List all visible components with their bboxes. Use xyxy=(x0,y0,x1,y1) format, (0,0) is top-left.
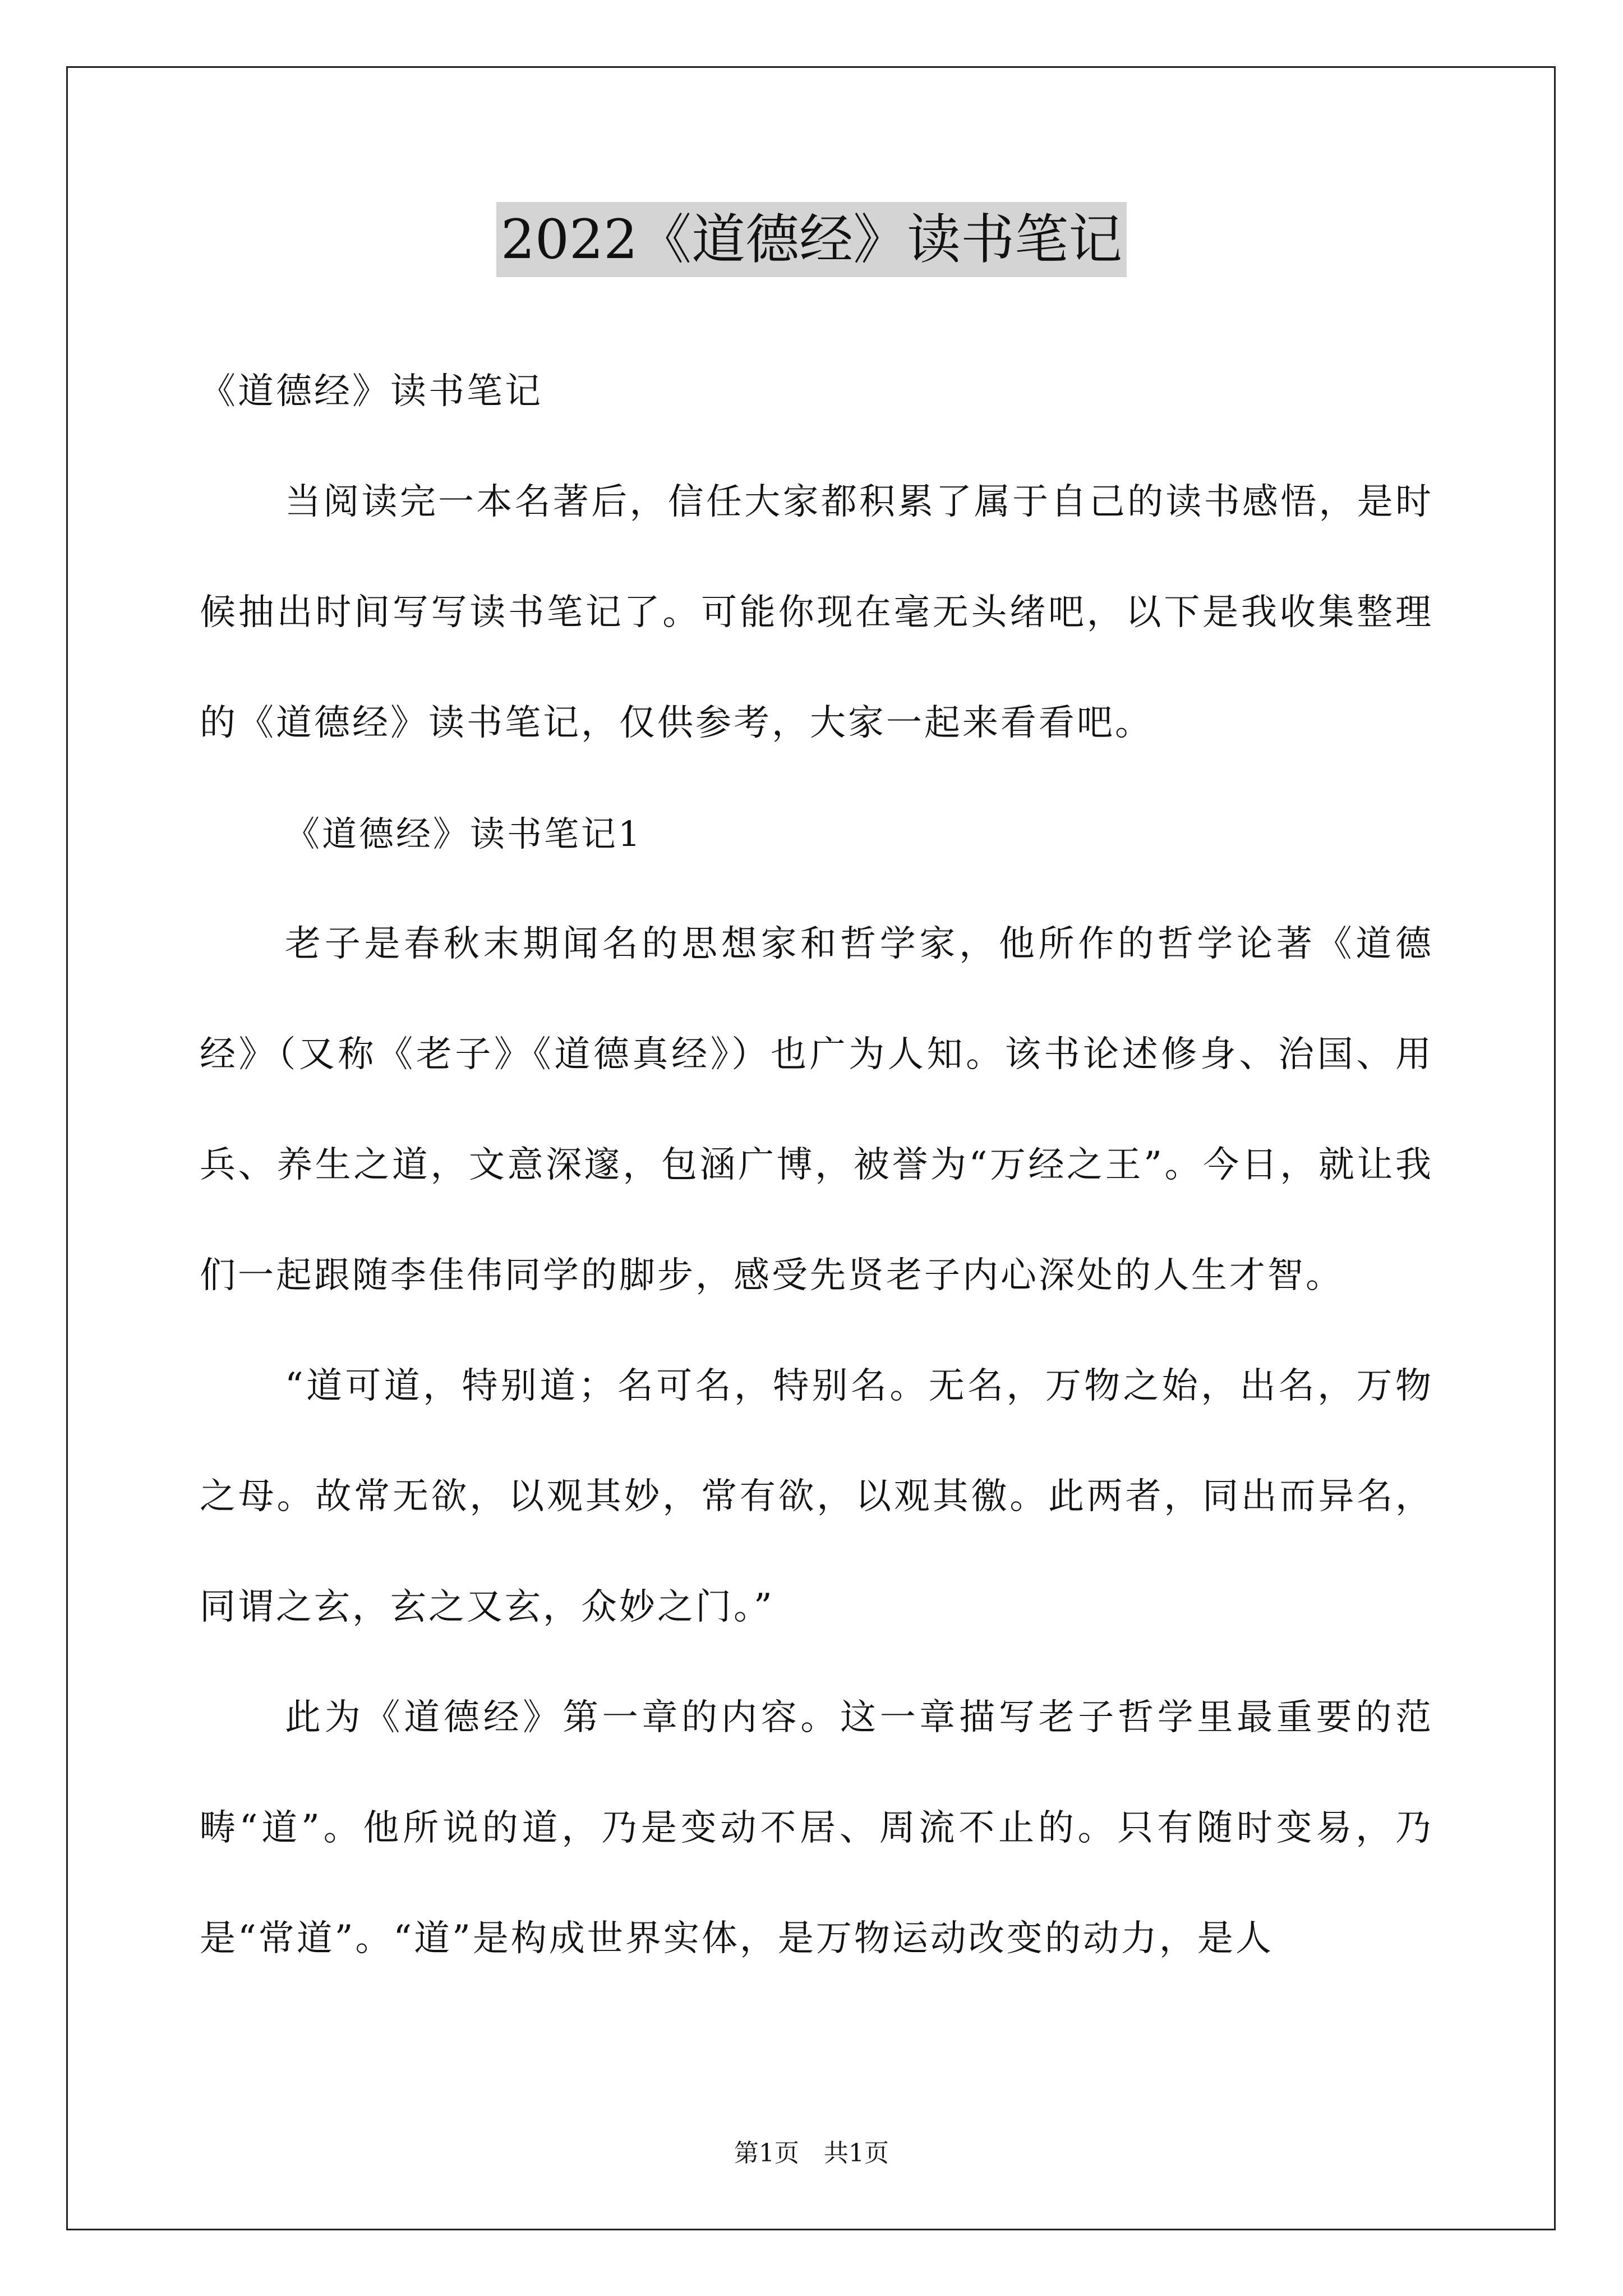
title-wrap xyxy=(0,202,1623,277)
document-body xyxy=(200,337,1433,1994)
page-footer: 第1页 共1页 xyxy=(734,2139,889,2168)
paragraph-analysis: 此为《道德经》第一章的内容。这一章描写老子哲学里最重要的范畴“道”。他所说的道，乃是变动不居、周流不止的。只有随时变易，乃是“常道”。“道”是构成世界实体，是万物运动改变的动力，是人 xyxy=(200,1697,1433,1959)
paragraph-intro: 当阅读完一本名著后，信任大家都积累了属于自己的读书感悟，是时候抽出时间写写读书笔记了。可能你现在毫无头绪吧，以下是我收集整理的《道德经》读书笔记，仅供参考，大家一起来看看吧。 xyxy=(200,481,1433,744)
document-title: 2022《道德经》读书笔记 xyxy=(496,202,1127,277)
paragraph-quote: “道可道，特别道；名可名，特别名。无名，万物之始，出名，万物之母。故常无欲，以观其妙，常有欲，以观其徼。此两者，同出而异名，同谓之玄，玄之又玄，众妙之门。” xyxy=(200,1365,1433,1628)
section-heading-1: 《道德经》读书笔记1 xyxy=(285,813,643,854)
paragraph-laozi: 老子是春秋末期闻名的思想家和哲学家，他所作的哲学论著《道德经》（又称《老子》《道德真经》）也广为人知。该书论述修身、治国、用兵、养生之道，文意深邃，包涵广博，被誉为“万经之王”。今日，就让我们一起跟随李佳伟同学的脚步，感受先贤老子内心深处的人生才智。 xyxy=(200,923,1433,1296)
document-subtitle: 《道德经》读书笔记 xyxy=(200,371,543,412)
